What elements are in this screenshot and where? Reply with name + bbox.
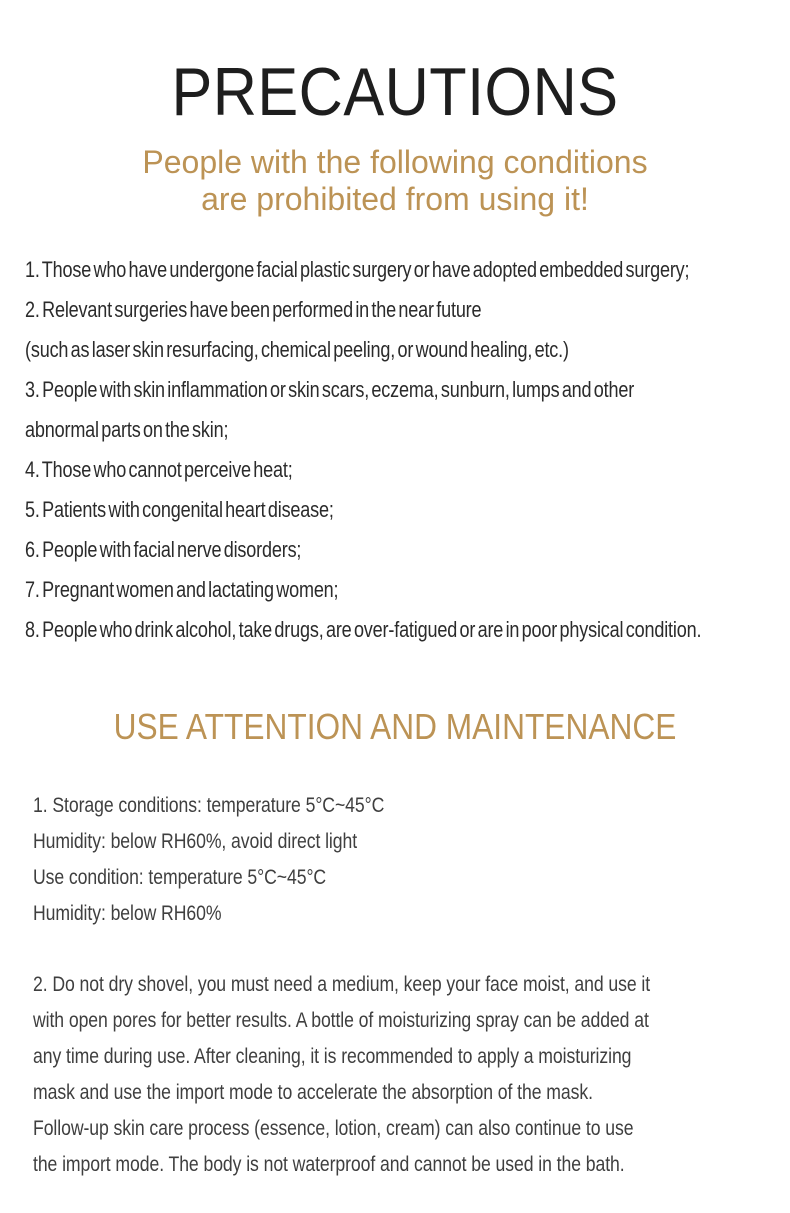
list-line: 1. Those who have undergone facial plastic surgery or have adopted embedded surgery; — [25, 257, 690, 282]
usage-line: mask and use the import mode to accelerate the absorption of the mask. — [33, 1081, 593, 1104]
list-line: (such as laser skin resurfacing, chemical peeling, or wound healing, etc.) — [25, 337, 569, 362]
usage-line: 2. Do not dry shovel, you must need a medium, keep your face moist, and use it — [33, 973, 651, 996]
list-line: 2. Relevant surgeries have been performed in the near future — [25, 297, 482, 322]
prohibited-conditions-list — [25, 250, 790, 650]
subtitle-line: People with the following conditions — [142, 144, 648, 180]
page-title: PRECAUTIONS — [171, 54, 619, 130]
list-line: 8. People who drink alcohol, take drugs, are over-fatigued or are in poor physical condition. — [25, 617, 702, 642]
storage-line: Humidity: below RH60% — [33, 902, 222, 925]
usage-instructions-block — [33, 967, 790, 1183]
storage-line: Use condition: temperature 5°C~45°C — [33, 866, 327, 889]
maintenance-heading: USE ATTENTION AND MAINTENANCE — [113, 706, 677, 747]
prohibited-subtitle — [0, 144, 790, 218]
storage-conditions-block — [33, 788, 790, 932]
list-line: 3. People with skin inflammation or skin scars, eczema, sunburn, lumps and other — [25, 377, 635, 402]
storage-line: Humidity: below RH60%, avoid direct light — [33, 830, 358, 853]
usage-line: the import mode. The body is not waterproof and cannot be used in the bath. — [33, 1153, 625, 1176]
storage-line: 1. Storage conditions: temperature 5°C~45°C — [33, 794, 385, 817]
usage-line: with open pores for better results. A bottle of moisturizing spray can be added at — [33, 1009, 649, 1032]
list-line: 6. People with facial nerve disorders; — [25, 537, 302, 562]
list-line: abnormal parts on the skin; — [25, 417, 229, 442]
list-line: 7. Pregnant women and lactating women; — [25, 577, 339, 602]
subtitle-line: are prohibited from using it! — [201, 181, 589, 217]
usage-line: Follow-up skin care process (essence, lotion, cream) can also continue to use — [33, 1117, 634, 1140]
list-line: 4. Those who cannot perceive heat; — [25, 457, 293, 482]
usage-line: any time during use. After cleaning, it is recommended to apply a moisturizing — [33, 1045, 632, 1068]
list-line: 5. Patients with congenital heart disease; — [25, 497, 334, 522]
